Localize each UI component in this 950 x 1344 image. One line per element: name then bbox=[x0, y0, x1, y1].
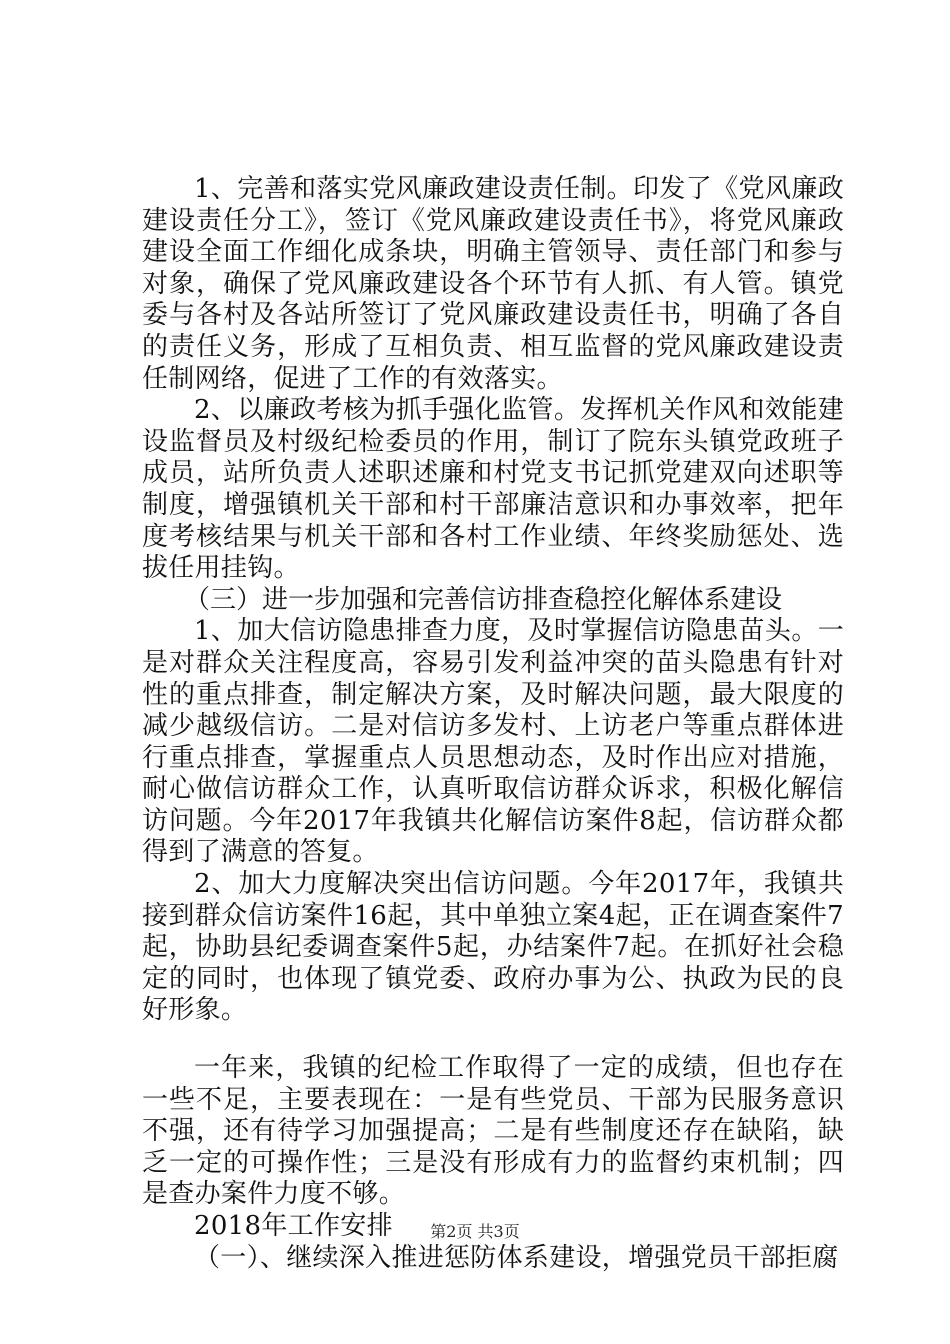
section-heading-petition-system: （三）进一步加强和完善信访排查稳控化解体系建设 bbox=[184, 584, 783, 615]
heading-2018-work-plan: 2018年工作安排 bbox=[194, 1211, 393, 1241]
paragraph-prevention-system: （一）、继续深入推进惩防体系建设，增强党员干部拒腐 bbox=[194, 1242, 839, 1273]
paragraph-integrity-assessment: 2、以廉政考核为抓手强化监管。发挥机关作风和效能建设监督员及村级纪检委员的作用，制订了院东头镇党政班子成员，站所负责人述职述廉和村党支书记抓党建双向述职等制度，增强镇机关干部和村干部廉洁意识和办事效率，把年度考核结果与机关干部和各村工作业绩、年终奖励惩处、选拔任用挂钩。 bbox=[142, 395, 844, 584]
document-body bbox=[142, 174, 844, 1274]
paragraph-shortcomings: 一年来，我镇的纪检工作取得了一定的成绩，但也存在一些不足，主要表现在：一是有些党员、干部为民服务意识不强，还有待学习加强提高；二是有些制度还存在缺陷，缺乏一定的可操作性；三是没有形成有力的监督约束机制；四是查办案件力度不够。 bbox=[142, 1053, 844, 1210]
paragraph-petition-investigation: 1、加大信访隐患排查力度，及时掌握信访隐患苗头。一是对群众关注程度高，容易引发利益冲突的苗头隐患有针对性的重点排查，制定解决方案，及时解决问题，最大限度的减少越级信访。二是对信访多发村、上访老户等重点群体进行重点排查，掌握重点人员思想动态，及时作出应对措施，耐心做信访群众工作，认真听取信访群众诉求，积极化解信访问题。今年2017年我镇共化解信访案件8起，信访群众都得到了满意的答复。 bbox=[142, 616, 844, 868]
page-number-footer: 第2页 共3页 bbox=[430, 1222, 520, 1241]
paragraph-responsibility-system: 1、完善和落实党风廉政建设责任制。印发了《党风廉政建设责任分工》，签订《党风廉政建设责任书》，将党风廉政建设全面工作细化成条块，明确主管领导、责任部门和参与对象，确保了党风廉政建设各个环节有人抓、有人管。镇党委与各村及各站所签订了党风廉政建设责任书，明确了各自的责任义务，形成了互相负责、相互监督的党风廉政建设责任制网络，促进了工作的有效落实。 bbox=[142, 174, 844, 394]
paragraph-petition-resolution: 2、加大力度解决突出信访问题。今年2017年，我镇共接到群众信访案件16起，其中单独立案4起，正在调查案件7起，协助县纪委调查案件5起，办结案件7起。在抓好社会稳定的同时，也体现了镇党委、政府办事为公、执政为民的良好形象。 bbox=[142, 869, 844, 1026]
